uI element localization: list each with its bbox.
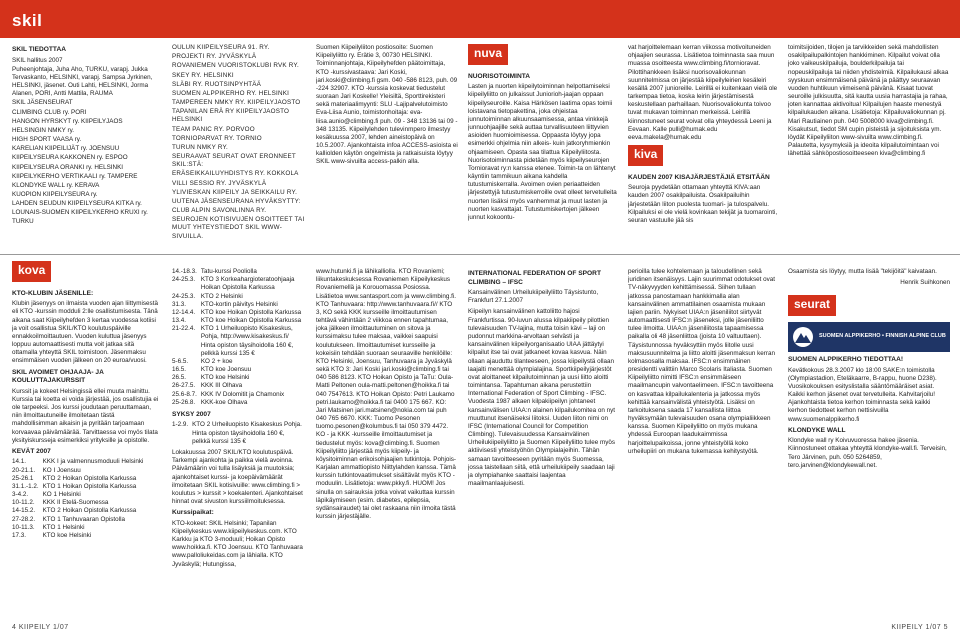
- table-row: [12, 483, 147, 491]
- ifsc-text-continued: perioilla tulee kohtelemaan ja taloudellinen sekä juridinen itsenäisyys. Lajin suurimmat odotukset ovat TV-näkyvyyden kehittämisessä. Siihen tullaan jatkossa panostamaan hankkimalla alan kansainvälinen ammattilainen osaamista mukaan lajien pariin. Nykyiset UIAA:n jäseniliitot siirtyvät automaattisesti IFSC:n jäseneksi, jolle jäseniliitto tulee ilmoitta. UIAA:n jäseniliitosta tapaamisessa paikalla oli 48 jäsenliittoa (joista 10 valtuuttaen). Täysistunnossa hyväksyttiin myös liitolle uusi maksusuunnitelma ja liitto aloitti jäsenmaksun kerran kolmasosalla maksaa. IFSC:n ensimmäinen presidentti valittiin Marco Scolaris Italiasta. Suomen Kiipeilyliitto nimitti IFSC:n ensimmäiseen maailmancupin valvontaelimeen. IFSC:n tavoitteena on kasvattaa kilpailukalenteria ja jatkossa myös kehittää kansainvälistä yhteistyötä. Lisäksi on tarkoituksena saada 17 kansallista liittoa hyväksymään tulevaisuuden osana olympialiikkeen kanssa. Suomen Kiipeilyliitto on myös mukana yhdessä Euroopan laadukaimmissa harjoittelupaikoissa, jonne yhteistyöllä koko urheilupiiri on mukana tukemassa kehitystyötä.: [628, 268, 775, 455]
- table-row: [172, 276, 307, 292]
- list-item: SEURAAVAT SEURAT OVAT ERONNEET SKIL:STÄ:: [172, 153, 296, 169]
- ifsc-sub: Kansainvälinen Urheilukiipeilyliitto Täysistunto, Frankfurt 27.1.2007: [468, 289, 599, 305]
- ifsc-column-cont: [628, 268, 778, 619]
- table-row: [172, 317, 307, 325]
- list-item: TAMPEREEN NMKY RY. KIIPEILYJAOSTO: [172, 99, 301, 107]
- table-row: [12, 491, 147, 499]
- clubs-column: [788, 268, 950, 619]
- list-item: TEAM PANIC RY. PORVOO: [172, 125, 255, 133]
- course-cell: KTO koe Helsinki: [42, 531, 92, 539]
- section-title: skil: [12, 11, 43, 30]
- competitions-column-cont: [788, 44, 950, 249]
- table-row: [12, 524, 147, 532]
- date-cell: 1-2.9.: [172, 421, 189, 429]
- table-row: [172, 293, 307, 301]
- autumn-heading: SYKSY 2007: [172, 410, 211, 418]
- youth-text: Lasten ja nuorten kiipeilytoiminnan helpottamiseksi kiipeilyliitto on julkaissut Juniorioh-jaajan oppaan kiipeilyseuroille. Kaisa Härkösen laatima opas toimii loistavana tietopakettina, joka ohjeistaa junnutoiminnan alkuunsaamisessa, antaa vinkkejä junnuohjaajille sekä auttaa turvallisuuteen liittyvien asioiden huomioimisessa. Oppaasta löytyy jopa esimerkki ohjelmia niin alkeis- kuin jatkoryhmienkin ohjaamiseen. Opasta saa tilattua Kiipeilyliitosta. Nuorisotoiminnasta pidetään myös kiipeilyseurojen Tornioravat ry:n kanssa etenee. Toimin-ta on lähtenyt käyntiin tammikuun aikana kahdella tutustumiskerralla. Avoimen ovien periaatteiden järjestettyjä tutustumiskerroille ovat olleet tervetulleita nuorten lisäksi myös vanhemmat ja muut lasten ja nuorten kasvattajat. Tutustumiskertojen jälkeen junnut kokoontu-: [468, 83, 617, 221]
- date-cell: 26.5.: [172, 374, 187, 382]
- course-cell: KKK IV Dolomitit ja Chamonix: [200, 390, 285, 398]
- section-header-bar: [0, 0, 960, 38]
- kiva-badge: kiva: [628, 145, 663, 166]
- competitions-column: [628, 44, 778, 249]
- list-item: LAHDEN SEUDUN KIIPEILYSEURA KITKA ry.: [12, 200, 142, 208]
- competition-heading: KAUDEN 2007 KISAJÄRJESTÄJIÄ ETSITÄÄN: [628, 173, 770, 181]
- table-row: [12, 467, 147, 475]
- kova-badge: kova: [12, 261, 51, 282]
- list-item: LOUNAIS-SUOMEN KIIPEILYKERHO KRUXI ry. TURKU: [12, 209, 148, 225]
- date-cell: 31.1.-1.2.: [12, 482, 39, 490]
- list-item: OULUN KIIPEILYSEURA 91. RY.: [172, 44, 270, 51]
- course-cell: KKK II Etelä-Suomessa: [42, 499, 109, 507]
- skil-news-column: [12, 44, 160, 249]
- course-cell: KO 1 Helsinki: [42, 491, 81, 499]
- member-clubs-list: [172, 44, 307, 241]
- alpine-club-heading: SUOMEN ALPPIKERHO TIEDOTTAA!: [788, 355, 904, 363]
- date-cell: 21-22.4.: [172, 325, 196, 333]
- table-row: [172, 421, 307, 446]
- course-places-text: KTO-kokeet: SKIL Helsinki; Tapanilan Kiipeilykeskus www.kiipeilykeskus.com. KTO Karkku ja KTO 3-moduuli; Hoikan Opisto www.hoikka.fi. KTO Joensuu. KTO Tanhuvaara www.palloliukeidas.com ja lähialla. KTO Jyväskylä; Hutungissa,: [172, 519, 303, 568]
- ifsc-heading: INTERNATIONAL FEDERATION OF SPORT CLIMBING – IFSC: [468, 270, 601, 286]
- table-row: [172, 325, 307, 358]
- list-item: SUOMEN ALPPIKERHO RY. HELSINKI: [172, 89, 290, 97]
- course-cell: Tatu-kurssi Pooliolla: [200, 268, 257, 275]
- kto-club-heading: KTO-KLUBIN JÄSENILLE:: [12, 289, 94, 297]
- course-cell: KTO 2 Hoikan Opistolla Karkussa: [42, 474, 137, 482]
- alpine-club-logo-text: SUOMEN ALPPIKERHO • FINNISH ALPINE CLUB: [819, 333, 946, 340]
- autumn-schedule: [172, 421, 307, 446]
- mountain-icon: [792, 326, 814, 348]
- spring-schedule: [12, 458, 147, 540]
- schedule-column: [172, 268, 307, 619]
- table-row: [172, 382, 307, 390]
- list-item: UUTENA JÄSENSEURANA HYVÄKSYTTY:: [172, 197, 301, 205]
- date-cell: 20-21.1.: [12, 466, 36, 474]
- table-row: [172, 309, 307, 317]
- table-row: [172, 399, 307, 407]
- date-cell: 24-25.3.: [172, 292, 196, 300]
- date-cell: 31.3.: [172, 300, 187, 308]
- list-item: KARELIAN KIIPEILIJÄT ry. JOENSUU: [12, 145, 120, 153]
- ifsc-text: Kiipeilyn kansainvälinen kattoliitto hajosi Frankfurtissa. 90-luvun alussa kilpakiipeily pilottien tulevaisuuden TV-lajina, mutta toisin kävi – laji on pudonnut markkina-arvoltaan selvästi ja kansainvälinen kiipeilyorganisaatio UIAA jättäytyi kilpailut itse tai ovat jatkaneet kovaa kasvua. Näin ollaan ajauduttu tilanteeseen, jossa kiipeilystä ollaan laajalti menettää olympialajina. Sportkiipeilyjärjestöt ovat aloittaneet kilpailutoiminnan ja uusi liitto aloitti toimintansa. Tapahtuman aikana perustettiin International Federation of Sport Climbing - IFSC. Vuodesta 1987 alkaen kilpakiipeilyn johtaneet kansainvälisen UIAA:n alainen kilpailukomitea on nyt muuttunut itsenäiseksi liitoksi. Uuden liiton nimi on IFSC (International Council for Competition Climbing). Tulevaisuudessa Kansainvälinen Urheilukiipeilyliitto ja Suomen Kiipeilyliitto tulee myös aktiivisesti yhteistyöhön Olympialajeihin. Tähän samaan tavoitteeseen pyritään myös Suomessa, jossa taistellaan siitä, että urheilukiipeily saadaan laji ja olympiahanke saattaisi laajentaa maailmanlaajuisesti.: [468, 308, 616, 488]
- list-item: KLONDYKE WALL ry. KERAVA: [12, 181, 100, 189]
- course-cell: KTO 2 Hoikan Opistolla Karkussa: [42, 507, 137, 515]
- list-item: ERÄSEIKKAILUYHDISTYS RY. KOKKOLA: [172, 170, 299, 178]
- date-cell: 13.4.: [172, 317, 187, 325]
- date-cell: 16.5.: [172, 366, 187, 374]
- date-cell: 25.6-8.7.: [172, 390, 197, 398]
- table-row: [172, 301, 307, 309]
- list-item: KIIPEILYSEURA ORANKI ry. HELSINKI: [12, 163, 124, 171]
- courses-column: [12, 261, 160, 619]
- schedule-notes: Lokakuussa 2007 SKIL/KTO koulutuspäivä. Tarkempi ajankohta ja paikka vielä avoinna. Päivämäärin voi tulla lisäyksiä ja muutoksia; ajankohtaiset kurssi- ja koepäivämäärät ilmoitetaan SKIL kotisivuille: www.climbing.fi > koulutus > kurssit > koekalenteri. Ajankohtaiset hinnat ovat sivuston kurssiilmoituksessa.: [172, 449, 303, 506]
- registration-column: [316, 268, 458, 619]
- youth-column: [468, 44, 618, 249]
- course-cell: KO I Joensuu: [42, 466, 81, 474]
- course-cell: KTO koe Hoikan Opistolla Karkussa: [200, 317, 302, 325]
- course-cell: KKK III Olhava: [200, 382, 243, 390]
- course-cell: KTO 2 Helsinki: [200, 292, 243, 300]
- date-cell: 26-27.5.: [172, 382, 196, 390]
- nuva-badge: nuva: [468, 44, 508, 65]
- list-item: SLÄBI RY. RUOTSINPYHTÄÄ: [172, 80, 262, 88]
- course-cell: KTO koe Joensuu: [200, 366, 252, 374]
- list-item: YLIVIESKAN KIIPEILY JA SEIKKAILU RY.: [172, 188, 298, 196]
- open-courses-heading: SKIL AVOIMET OHJAAJA- JA KOULUTTAJAKURSSIT: [12, 368, 104, 385]
- contact-text: Suomen Kiipeilyliiton postiosoite: Suomen Kiipeilyliitto ry. Erätie 3, 00730 HELSINKI. Toiminnanjohtaja, Kiipeilyhefden päätoimittaja, KTO -kurssivastaava: Jari Koski, jari.koski@climbing.fi gsm. 040 -586 8123, puh. 09 -224 32907. KTO -kurssia koskevat tiedustelut suoraan Jari Koskelle! Yleisiltä, Sporttirekisteri sekä materiaalimyynti: SLU -Lajipalvelutoimisto Eva-Liisa Aunio, toimistonhoitaja: eva-liisa.aunio@climbing.fi puh. 09 - 348 13136 tai 09 - 348 13135. Kiipeilylehden tulevinmpero ilmestyy kesäkuussa 2007, lehden aineistopäivä on 10.5.2007. Ajankohtaista infoa ACCESS-asioista ei kalliolden käytön ongelmista ja ratkaisuista löytyy SKIL www-sivuilta access-palkin alla.: [316, 44, 458, 166]
- kto-club-text: Klubin jäsenyys on ilmaista vuoden ajan liittymisestä eli KTO -kurssin modduli 2:lle osallistumisesta. Tänä aikana saat Kiipeilyhefden 3 kertaa vuodessa kotiisi ja voit osallistua SKIL/KTO koulutuspäiville ennakkoilmoittautuen. Vuoden kuluttua jäsenyys loppuu automaattisesti mutta voit jatkaa sitä ottamalla yhteyttä SKIL toimistoon. Jäsenmaksu ensimmäisen vuoden jälkeen on 20 euroa/vuosi.: [12, 300, 158, 365]
- schedule-table: [172, 268, 307, 407]
- date-cell: 24-25.3.: [172, 276, 196, 284]
- spring-heading: KEVÄT 2007: [12, 447, 51, 455]
- date-cell: 14-15.2.: [12, 507, 36, 515]
- date-cell: 27-28.2.: [12, 515, 36, 523]
- list-item: VILLI SESSIO RY. JYVÄSKYLÄ: [172, 179, 267, 187]
- youth-heading: NUORISOTOIMINTA: [468, 72, 531, 80]
- competition-text-continued: toimitsijoiden, tilojen ja tarvikkeiden sekä mahdollisten osakilpailupalkintojen hankkiminen. Kilpailut voivat olla joko vaikeuskilpailuja, boulderkilpailuja tai nopeuskilpailuja tai niiden yhdistelmiä. Kilpailukausi alkaa syyskuun ensimmäisenä päivänä ja päättyy seuraavan vuoden huhtikuun viimeisenä päivänä. Kisaat tuovat seuroille julkisuutta, sitä kautta uusia harrastajia ja rahaa, joten kannattaa aktivoitua! Kilpailujen haaste menestyä kilpailukauden aikana. Lisätietoja: Kilpailuvaliokunnan pj. Mari Rautiainen puh. 040 5008000 kiva@climbing.fi. Kisakutsut, tiedot SM cupin pisteistä ja sijoituksista ym. löydät Kiipeilyliiton www-sivuilta www.climbing.fi. Palautetta, kysymyksiä ja ideoita kilpailutoimintaan voi lähettää sähköpostiosoitteeseen kiva@climbing.fi: [788, 44, 949, 158]
- klondyke-heading: KLONDYKE WALL: [788, 426, 846, 434]
- table-row: [12, 532, 147, 540]
- table-row: [12, 458, 147, 466]
- course-cell: KTO 2 Urheiluopisto Kisakeskus Pohja. Hinta opiston täysihoidolla 160 €, pelkkä kurssi 135 €: [192, 421, 302, 445]
- list-item: HANGON HYRSKYT ry. KIIPEILYJAOS: [12, 117, 123, 125]
- table-row: [12, 499, 147, 507]
- course-cell: KTO-kortin päivitys Helsinki: [200, 300, 278, 308]
- course-cell: KTO 3 Korkeahargioteratoohjaaja Hoikan Opistolla Karkussa: [200, 276, 295, 292]
- klondyke-text: Klondyke wall ry Koivuvuoressa hakee jäsenia. Kiinnostuneet ottakaa yhteyttä klondyke-wall.fi. Terveisin, Tero Järvinen, puh. 050 5264859, tero.jarvinen@klondykewall.net.: [788, 437, 947, 469]
- youth-text-continued: vat harjoittelemaan kerran viikossa motivoituneiden ohjaajien seurassa. Lisätietoa toiminnasta saa muun muassa osoitteesta www.climbing.fi/tornioravat. Pilottihankkeen lisäksi nuorisovaliokunnan suunnitelmissa on järjestää kiipeilyleirien kesäleiri kesällä 2007 junioreille. Leirillä ei kuitenkaan vielä ole tarkempaa tietoa, koska leirin järjestämisestä keskustellaan parhaillaan. Nuorisovaliokunta toivoo tuvat mukavan toiminnan merkeissä. Leirillä kiinnostuneet seurat voivat olla yhteydessä Leeni ja Eevaan. Kalle pulli@humak.edu eeva.makela@humak.edu: [628, 44, 778, 141]
- table-row: [12, 475, 147, 483]
- table-row: [172, 366, 307, 374]
- list-item: KUOPION KIIPEILYSEURA ry.: [12, 191, 98, 199]
- list-item: ROVANIEMEN VUORISTOKLUBI RVK RY.: [172, 62, 299, 70]
- footer-right: KIIPEILY 1/07 5: [891, 624, 948, 631]
- date-cell: 25-26.8.: [172, 398, 196, 406]
- table-row: [12, 516, 147, 524]
- date-cell: 5-6.5.: [172, 357, 189, 365]
- date-cell: 17.3.: [12, 531, 27, 539]
- list-item: Puheenjohtaja, Juha Aho, TURKU, varapj. Jukka Tervaskanto, HELSINKI, varapj. Sampsa Jyrkinen, HELSINKI, jäsenet. Outi Lahti, HELSINKI, Jorma Alanen, PORI, Antti Mattila, RAUMA: [12, 65, 153, 98]
- competition-text: Seuroja pyydetään ottamaan yhteyttä KIVA:aan kauden 2007 osakilpailuista. Osakilpailuihin järjestetään liiton puolesta tuomari- ja tulospalvelu. Kilpailuksi ei ole vielä kovinkaan tekijät ja tuomarointi, seuran vastuulle jää sis: [628, 184, 778, 224]
- table-row: [172, 268, 307, 276]
- list-item: KIIPEILYSEURA KAKKONEN ry. ESPOO: [12, 154, 128, 162]
- list-item: TAPANILAN ERÄ RY KIIPEILYJAOSTO HELSINKI: [172, 108, 290, 124]
- course-cell: KTO 1 Helsinki: [42, 523, 85, 531]
- ifsc-column: [468, 268, 618, 619]
- course-cell: KTO 1 Tanhuvaaran Opistolla: [42, 515, 125, 523]
- skil-members-list: [12, 57, 160, 226]
- skil-heading: SKIL TIEDOTTAA: [12, 46, 66, 53]
- list-item: CLUB ALPIN SAVONLINNA RY.: [172, 207, 267, 215]
- alpine-club-text: Kevätkokous 28.3.2007 klo 18:00 SAKE:n toimistolla (Olympiastadion, Eteläkaarre, B-rappu, huone D238). Vuosikokouksen esityslistalla sääntömääräiset asiat. Kaikki kerhon jäsenet ovat tervetulleita. Kahvitarjoilu! Ajankohtaista tietoa kerhon toiminnasta sekä kaikki kerhon tiedotteet kerhon nettisivuilla www.suomenalppikerho.fi: [788, 366, 937, 423]
- open-courses-text: Kurssit ja kokeet Helsingissä ellei muuta mainittu. Kurssia tai koetta ei voida järjestää, jos osallistujia ei ole tarpeeksi. Jos kurssi joudutaan peruuttamaan, niin ilmoittautuneille ilmoitetaan tästä mahdollisimman aikaisin ja pyritään tarjoamaan korvaavaa päivämäärää. Tarvittaessa voi myös tilata yksityiskursseja esimerkiksi yrityksille ja opistolle.: [12, 387, 159, 444]
- table-row: [172, 358, 307, 366]
- date-cell: 10-11.2.: [12, 499, 35, 507]
- course-cell: KKK I ja valmennusmoduuli Helsinki: [42, 458, 144, 466]
- closing-text: Osaamista sis löytyy, mutta lisää "tekijöitä" kaivataan.: [788, 268, 937, 275]
- table-row: [12, 507, 147, 515]
- course-cell: KO 2 + koe: [200, 357, 233, 365]
- date-cell: 25-26.1: [12, 474, 34, 482]
- footer-left: 4 KIIPEILY 1/07: [12, 624, 69, 631]
- list-item: SEUROJEN KOTISIVUJEN OSOITTEET TAI MUUT YHTEYSTIEDOT SKIL WWW-SIVUILLA.: [172, 216, 305, 240]
- date-cell: 14.1.: [12, 458, 27, 466]
- date-cell: 3-4.2.: [12, 491, 29, 499]
- list-item: HIGH SPORT VAASA ry.: [12, 136, 82, 144]
- contact-column: [316, 44, 458, 249]
- course-cell: KTO koe Helsinki: [200, 374, 250, 382]
- date-cell: 12-14.4.: [172, 308, 196, 316]
- member-clubs-column: [172, 44, 307, 249]
- list-item: SKEY RY. HELSINKI: [172, 71, 234, 79]
- list-item: SKIL JÄSENSEURAT: [12, 99, 73, 107]
- list-item: PROJEKTI RY. JYVÄSKYLÄ: [172, 53, 257, 61]
- list-item: TORNIOPARVAT RY. TORNIO: [172, 134, 262, 142]
- course-cell: KTO koe Hoikan Opistolla Karkussa: [200, 308, 302, 316]
- table-row: [172, 374, 307, 382]
- list-item: KIIPEILYKERHO VERTIKAALI ry. TAMPERE: [12, 172, 138, 180]
- row-divider: [0, 254, 960, 255]
- course-cell: KTO 1 Hoikan Opistolla Karkussa: [42, 482, 137, 490]
- registration-text: www.hutunki.fi ja lähikalliolla. KTO Rovaniemi; liikuntakeskuksessa Rovaniemen Kiipeilykeskus Rovaniemellä ja Korouomassa Posiossa. Lisätietoa www.santasport.com ja www.climbing.fi. KTO Tanhuvaara: http://www.tanhuvaara.fi// KTO 3, KO sekä KKK kursseille ilmoittautumisen tehtävä vähintään 2 viikkoa ennen tapahtumaa, joka jälkeen ilmoittautuminen on sitova ja kurssimaksu tulee maksaa, vaikkei saapuisi koulutukseen. Ilmoittautumiset kursseille ja kokeisiin tehdään suoraan seuraaville henkilöille: KTO Helsinki, Joensuu, Tanhuvaara ja Jyväskylä sekä KTO 3: Jari Koski jari.koski@climbing.fi tai 040 586 8123. KTO Hoikan Opisto ja TaTu: Oula-Matti Peltonen oula-matti.peltonen@hoikka.fi tai 040 7547613. KTO Hoikan Opisto: Petri Laukamo petri.laukamo@hoikka.fi tai 0400 175 667. KO: Jari Matsinen jari.matsinen@nokia.com tai puh 040 765 6670. KKK: Tuomo Pesonen tuomo.pesonen@kolumbus.fi tai 050 379 4472. KO - ja KKK -kursseille ilmoittautumiset ja tiedustelut myös: kova@climbing.fi. Suomen Kiipeilyliitto järjestää myös kiipeily- ja köysitoiminnan erikoisohjaajien tutkintoja. Pohjois-Karjalan ammattiopisto Niittylahden kanssa. Tämä kurssin tutkintovaatimukset sisältävät myös KTO -moduulin. Lisätietoja: www.pkky.fi. HUOM! Jos sinulla on sairauksia jotka voivat vaikuttaa kurssin läpikäymiseen (esim. diabetes, epilepsia, sydänsairaudet) tai olet raskaana niin ilmoita tästä kurssin järjestäjälle.: [316, 268, 457, 521]
- table-row: [172, 391, 307, 399]
- list-item: SKIL hallitus 2007: [12, 56, 63, 64]
- list-item: CLIMBING CLUB ry. PORI: [12, 108, 87, 116]
- seurat-badge: seurat: [788, 295, 836, 316]
- date-cell: 14.-18.3.: [172, 268, 197, 275]
- alpine-club-logo: [788, 322, 950, 352]
- list-item: TURUN NMKY RY.: [172, 143, 228, 151]
- course-cell: KKK-koe Olhava: [200, 398, 248, 406]
- course-places-heading: Kurssipaikat:: [172, 509, 214, 517]
- date-cell: 10-11.3.: [12, 523, 35, 531]
- list-item: HELSINGIN NMKY ry.: [12, 126, 75, 134]
- course-cell: KTO 1 Urheiluopisto Kisakeskus, Pohja, http://www.kisakeskus.fi/ Hinta opiston täysihoidolla 160 €, pelkkä kurssi 135 €: [200, 325, 294, 357]
- author-name: Henrik Suihkonen: [900, 279, 950, 287]
